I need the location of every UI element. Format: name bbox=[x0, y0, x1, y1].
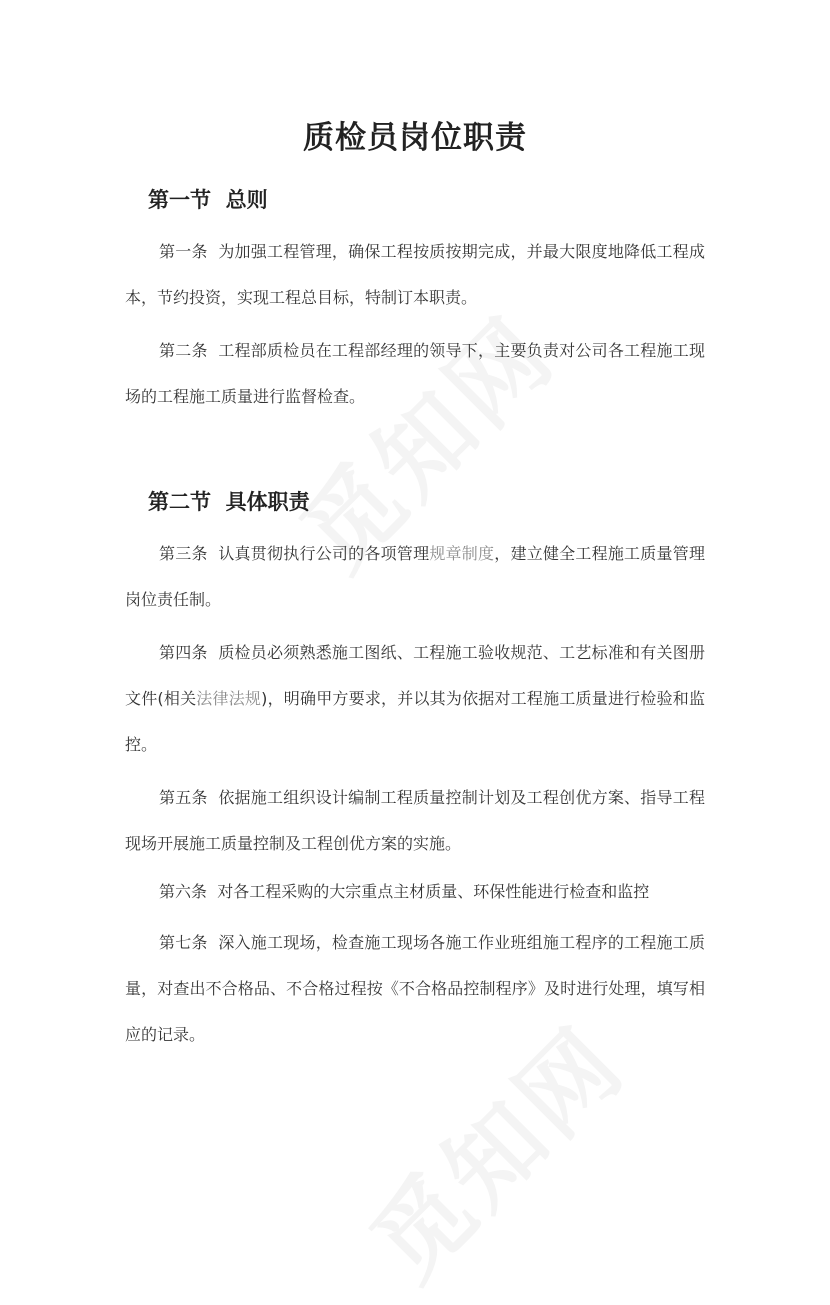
article-text: 工程部质检员在工程部经理的领导下，主要负责对公司各工程施工现场的工程施工质量进行监督检查。 bbox=[125, 341, 705, 406]
article-paragraph bbox=[125, 630, 705, 768]
article-text: 依据施工组织设计编制工程质量控制计划及工程创优方案、指导工程现场开展施工质量控制及工程创优方案的实施。 bbox=[125, 788, 705, 853]
section-heading: 第二节 具体职责 bbox=[148, 490, 310, 514]
article-label: 第六条 bbox=[159, 882, 218, 901]
article-paragraph bbox=[125, 920, 705, 1058]
article-label: 第五条 bbox=[159, 788, 219, 807]
article-paragraph bbox=[125, 775, 705, 867]
article-text: ，建立健全工程施工质量管理岗位责任制。 bbox=[125, 544, 705, 609]
article-label: 第一条 bbox=[159, 242, 219, 261]
article-paragraph bbox=[125, 328, 705, 420]
article-label: 第四条 bbox=[159, 643, 219, 662]
article-text: 为加强工程管理，确保工程按质按期完成，并最大限度地降低工程成本，节约投资，实现工程总目标，特制订本职责。 bbox=[125, 242, 705, 307]
document-title: 质检员岗位职责 bbox=[303, 120, 527, 156]
highlighted-term: 规章制度 bbox=[429, 544, 495, 563]
article-text: 深入施工现场，检查施工现场各施工作业班组施工程序的工程施工质量，对查出不合格品、不合格过程按《不合格品控制程序》及时进行处理，填写相应的记录。 bbox=[125, 933, 705, 1044]
article-text: 对各工程采购的大宗重点主材质量、环保性能进行检查和监控 bbox=[217, 882, 650, 901]
article-paragraph bbox=[125, 869, 705, 915]
article-label: 第三条 bbox=[159, 544, 219, 563]
article-paragraph bbox=[125, 229, 705, 321]
highlighted-term: 法律法规 bbox=[196, 689, 262, 708]
section-heading: 第一节 总则 bbox=[148, 188, 268, 212]
article-label: 第二条 bbox=[159, 341, 219, 360]
article-paragraph bbox=[125, 531, 705, 623]
article-text: 质检员必须熟悉施工图纸、工程施工验收规范、工艺标准和有关图册文件(相关 bbox=[125, 643, 705, 708]
article-label: 第七条 bbox=[159, 933, 219, 952]
article-text: 认真贯彻执行公司的各项管理 bbox=[218, 544, 430, 563]
article-text: )，明确甲方要求，并以其为依据对工程施工质量进行检验和监控。 bbox=[125, 689, 705, 754]
